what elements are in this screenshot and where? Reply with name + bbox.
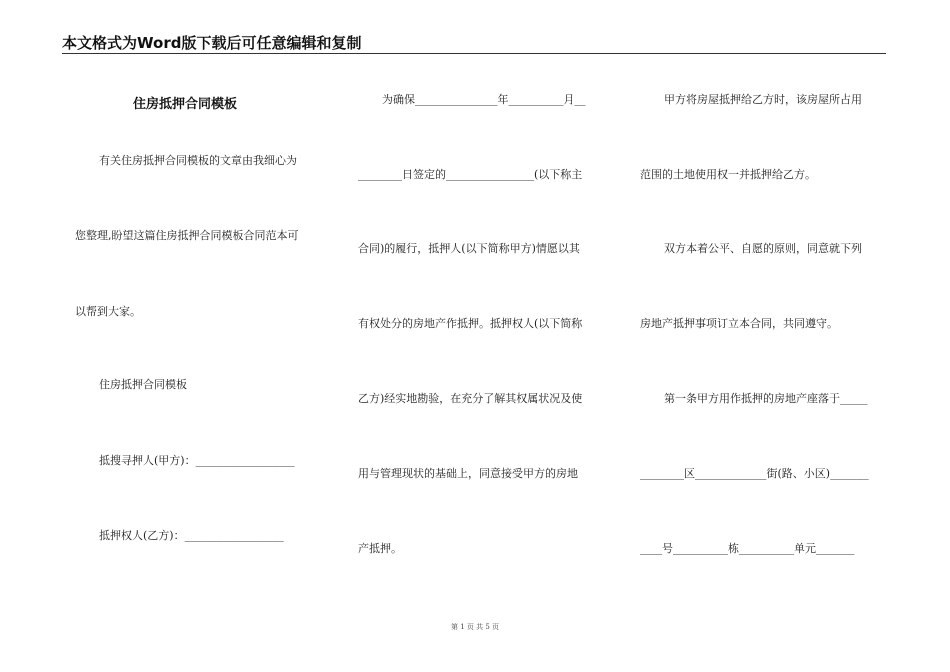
mortgagor-field: 抵搜寻押人(甲方)：__________________	[99, 454, 295, 467]
document-header: 本文格式为Word版下载后可任意编辑和复制	[62, 34, 362, 52]
section-heading: 住房抵押合同模板	[99, 378, 187, 391]
paragraph-line: 有关住房抵押合同模板的文章由我细心为	[99, 154, 297, 167]
paragraph-line: 双方本着公平、自愿的原则，同意就下列	[664, 242, 862, 255]
paragraph-line: 合同)的履行，抵押人(以下简称甲方)情愿以其	[358, 242, 580, 255]
paragraph-line: 第一条甲方用作抵押的房地产座落于_____	[664, 392, 868, 405]
paragraph-line: 甲方将房屋抵押给乙方时，该房屋所占用	[664, 93, 862, 106]
paragraph-line: ____号__________栋__________单元_______	[640, 542, 855, 555]
paragraph-line: 您整理,盼望这篇住房抵押合同模板合同范本可	[75, 229, 299, 242]
paragraph-line: 为确保_______________年__________月__	[382, 93, 586, 106]
mortgagee-field: 抵押权人(乙方)：__________________	[99, 529, 284, 542]
paragraph-line: 范围的土地使用权一并抵押给乙方。	[640, 168, 816, 181]
header-divider	[62, 53, 886, 54]
paragraph-line: 用与管理现状的基础上，同意接受甲方的房地	[358, 467, 578, 480]
paragraph-line: 乙方)经实地勘验，在充分了解其权属状况及使	[358, 392, 583, 405]
paragraph-line: 房地产抵押事项订立本合同，共同遵守。	[640, 317, 838, 330]
document-title: 住房抵押合同模板	[133, 97, 238, 112]
paragraph-line: 有权处分的房地产作抵押。抵押权人(以下简称	[358, 317, 583, 330]
paragraph-line: 以帮到大家。	[75, 305, 141, 318]
page-number: 第 1 页 共 5 页	[450, 623, 500, 631]
paragraph-line: 产抵押。	[358, 542, 402, 555]
paragraph-line: ________区_____________街(路、小区)_______	[640, 467, 869, 480]
paragraph-line: ________日签定的________________(以下称主	[358, 168, 583, 181]
